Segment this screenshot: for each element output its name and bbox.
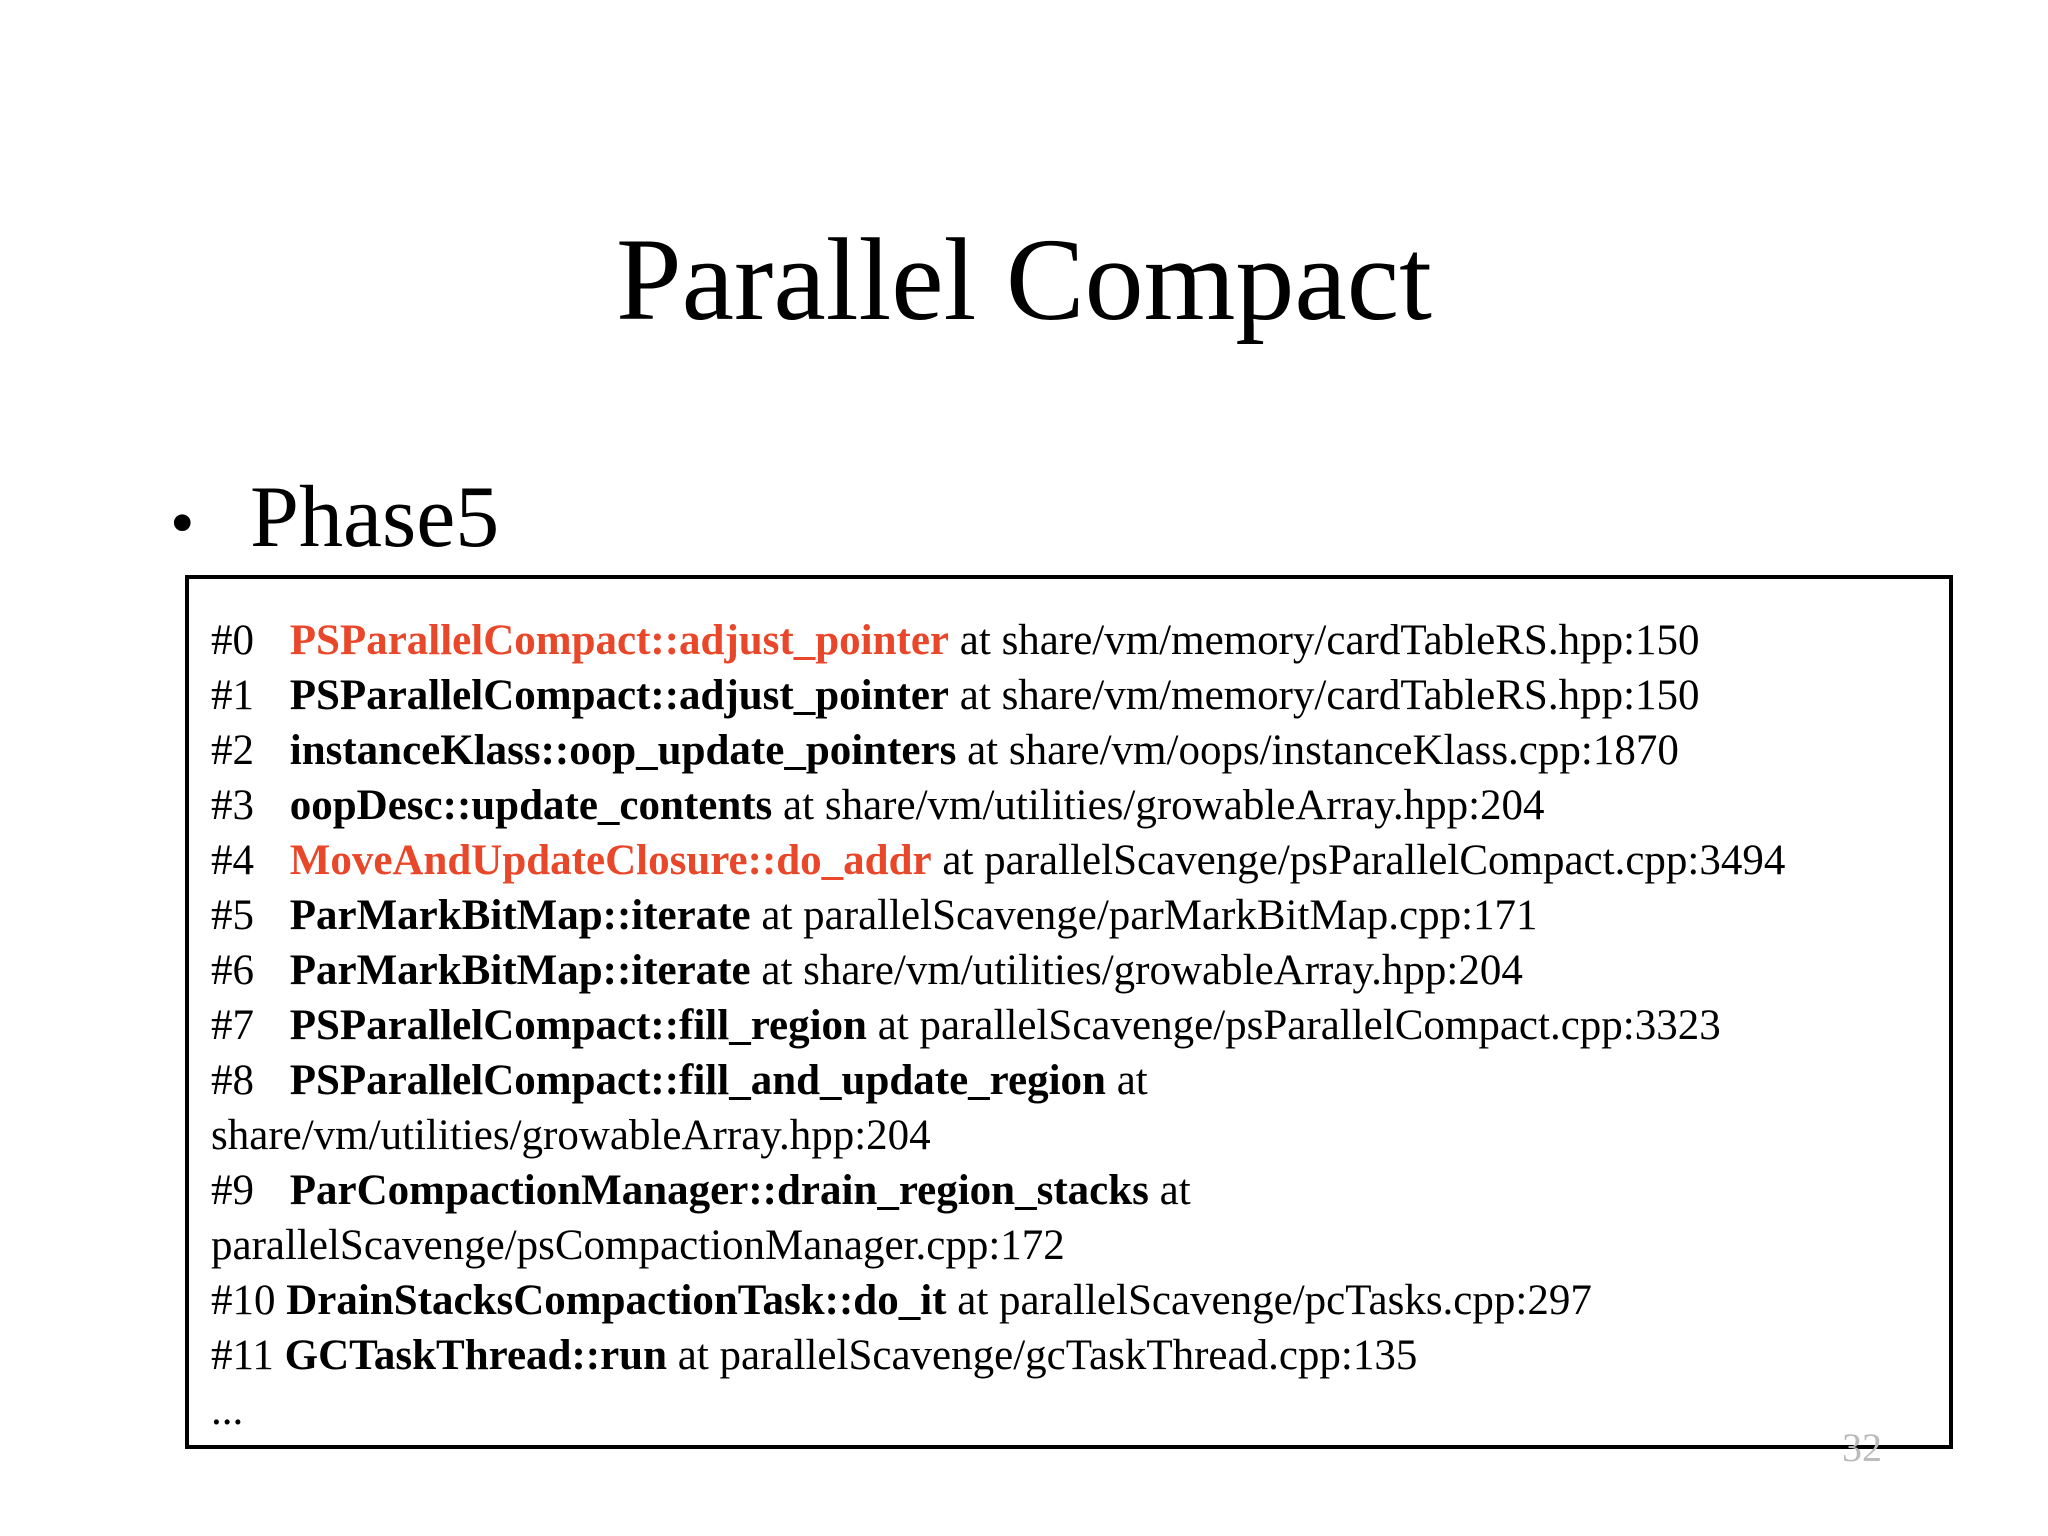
- trace-location: parallelScavenge/gcTaskThread.cpp:135: [719, 1332, 1418, 1379]
- trace-location: parallelScavenge/psParallelCompact.cpp:3494: [984, 837, 1786, 884]
- slide-title: Parallel Compact: [616, 214, 1432, 345]
- trace-index: #3: [211, 782, 254, 829]
- trace-location: share/vm/memory/cardTableRS.hpp:150: [1001, 617, 1700, 664]
- trace-location: share/vm/utilities/growableArray.hpp:204: [211, 1112, 931, 1159]
- trace-function: ParCompactionManager::drain_region_stacks: [289, 1167, 1149, 1214]
- trace-at: at: [877, 1002, 909, 1049]
- trace-index: #0: [211, 617, 254, 664]
- trace-at: at: [761, 947, 793, 994]
- trace-function: oopDesc::update_contents: [289, 782, 773, 829]
- trace-index: #10: [211, 1277, 276, 1324]
- trace-function: PSParallelCompact::adjust_pointer: [289, 672, 950, 719]
- trace-index: #4: [211, 837, 254, 884]
- bullet-item: [170, 468, 499, 574]
- trace-line: [211, 1163, 1929, 1218]
- trace-index: #2: [211, 727, 254, 774]
- trace-index: #8: [211, 1057, 254, 1104]
- trace-line: [211, 723, 1929, 778]
- trace-line-continuation: [211, 1108, 1929, 1163]
- trace-at: at: [967, 727, 999, 774]
- trace-line: [211, 888, 1929, 943]
- trace-index: #6: [211, 947, 254, 994]
- trace-index: #11: [211, 1332, 274, 1379]
- trace-line: [211, 1328, 1929, 1383]
- trace-index: #7: [211, 1002, 254, 1049]
- page-number: 32: [1842, 1425, 1882, 1470]
- trace-location: share/vm/oops/instanceKlass.cpp:1870: [1008, 727, 1679, 774]
- trace-at: at: [942, 837, 974, 884]
- trace-at: at: [959, 617, 991, 664]
- trace-function: PSParallelCompact::adjust_pointer: [289, 617, 950, 664]
- trace-at: at: [677, 1332, 709, 1379]
- trace-line: [211, 668, 1929, 723]
- trace-line: [211, 778, 1929, 833]
- bullet-dot-icon: •: [170, 485, 195, 562]
- trace-line: [211, 998, 1929, 1053]
- trace-at: at: [1159, 1167, 1191, 1214]
- trace-location: parallelScavenge/parMarkBitMap.cpp:171: [803, 892, 1538, 939]
- trace-at: at: [959, 672, 991, 719]
- trace-index: #1: [211, 672, 254, 719]
- trace-line: [211, 613, 1929, 668]
- trace-function: ParMarkBitMap::iterate: [289, 892, 751, 939]
- trace-function: MoveAndUpdateClosure::do_addr: [289, 837, 932, 884]
- trace-index: #9: [211, 1167, 254, 1214]
- trace-line: [211, 1273, 1929, 1328]
- trace-location: share/vm/utilities/growableArray.hpp:204: [803, 947, 1523, 994]
- trace-line: [211, 833, 1929, 888]
- trace-at: at: [1116, 1057, 1148, 1104]
- trace-line-continuation: [211, 1218, 1929, 1273]
- trace-location: share/vm/memory/cardTableRS.hpp:150: [1001, 672, 1700, 719]
- trace-location: parallelScavenge/psParallelCompact.cpp:3323: [919, 1002, 1721, 1049]
- trace-location: parallelScavenge/psCompactionManager.cpp:172: [211, 1222, 1065, 1269]
- trace-function: GCTaskThread::run: [284, 1332, 667, 1379]
- trace-line: [211, 943, 1929, 998]
- trace-location: share/vm/utilities/growableArray.hpp:204: [824, 782, 1545, 829]
- trace-location: parallelScavenge/pcTasks.cpp:297: [999, 1277, 1592, 1324]
- trace-at: at: [783, 782, 815, 829]
- stack-trace-box: [185, 575, 1953, 1449]
- trace-ellipsis: ...: [211, 1387, 244, 1434]
- trace-function: DrainStacksCompactionTask::do_it: [286, 1277, 947, 1324]
- trace-at: at: [957, 1277, 989, 1324]
- bullet-label: Phase5: [250, 469, 500, 566]
- trace-function: instanceKlass::oop_update_pointers: [289, 727, 957, 774]
- trace-function: PSParallelCompact::fill_region: [289, 1002, 867, 1049]
- trace-function: PSParallelCompact::fill_and_update_region: [289, 1057, 1106, 1104]
- trace-line: [211, 1053, 1929, 1108]
- trace-at: at: [761, 892, 793, 939]
- trace-function: ParMarkBitMap::iterate: [289, 947, 751, 994]
- trace-index: #5: [211, 892, 254, 939]
